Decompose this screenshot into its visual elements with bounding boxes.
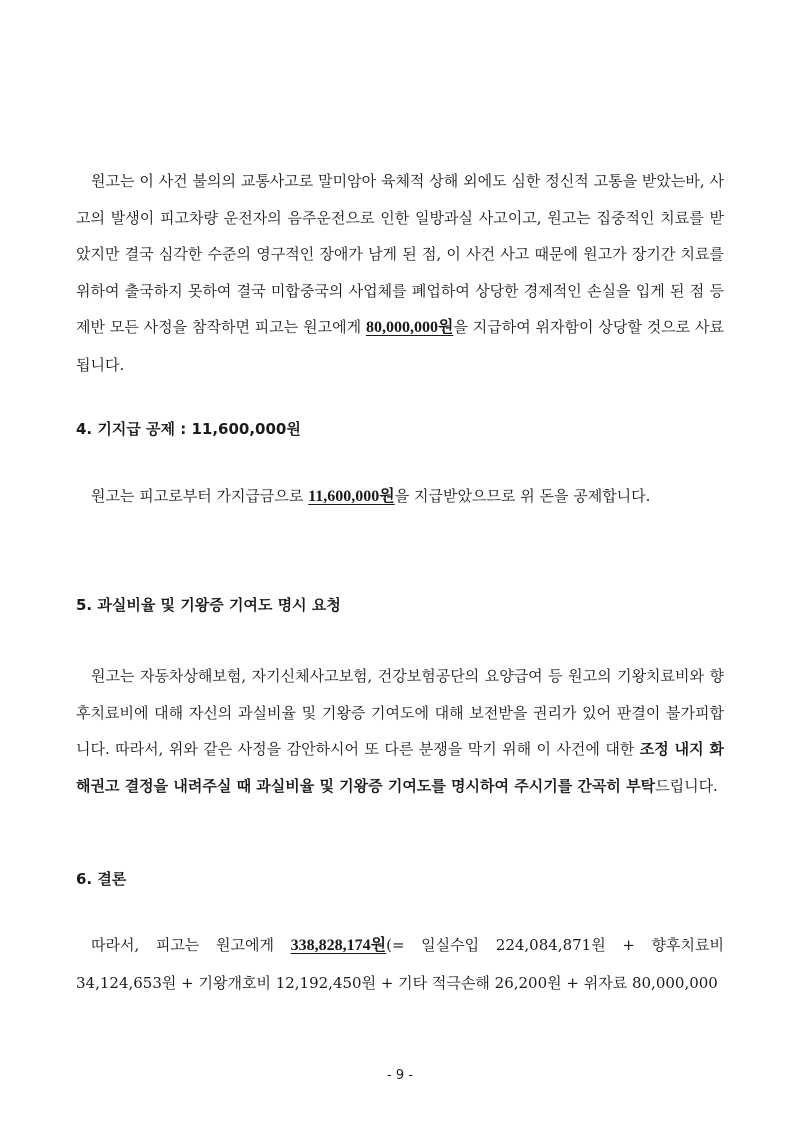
total-amount: 338,828,174원 xyxy=(290,937,387,954)
page-number: - 9 - xyxy=(387,1068,413,1083)
bold-request-text: 조정 내지 화해권고 결정을 내려주실 때 과실비율 및 기왕증 기여도를 명시하여 주시기를 간곡히 부탁 xyxy=(76,740,724,795)
section-heading-6: 6. 결론 xyxy=(76,870,127,888)
paragraph-text: 원고는 자동차상해보험, 자기신체사고보험, 건강보험공단의 요양급여 등 원고의 기왕치료비와 향후치료비에 대해 자신의 과실비율 및 기왕증 기여도에 대해 보전받을 권리가 있어 판결이 불가피합니다. 따라서, 위와 같은 사정을 감안하시어 또 다른 분쟁을 막기 위해 이 사건에 대한 xyxy=(76,667,724,758)
paragraph-text: 을 지급하여 위자함이 상당할 것으로 사료됩니다. xyxy=(76,318,724,374)
consolation-amount: 80,000,000원 xyxy=(365,319,454,336)
paragraph-prepayment-deduction xyxy=(76,478,724,516)
paragraph-fault-ratio-request xyxy=(76,658,724,804)
paragraph-text: 드립니다. xyxy=(655,776,718,795)
paragraph-conclusion xyxy=(76,927,724,1001)
paragraph-text: 원고는 이 사건 불의의 교통사고로 말미암아 육체적 상해 외에도 심한 정신적 고통을 받았는바, 사고의 발생이 피고차량 운전자의 음주운전으로 인한 일방과실 사고이고, 원고는 집중적인 치료를 받았지만 결국 심각한 수준의 영구적인 장애가 남게 된 점, 이 사건 사고 때문에 원고가 장기간 치료를 위하여 출국하지 못하여 결국 미합중국의 사업체를 폐업하여 상당한 경제적인 손실을 입게 된 점 등 제반 모든 사정을 참작하면 피고는 원고에게 xyxy=(76,172,724,336)
section-heading-5: 5. 과실비율 및 기왕증 기여도 명시 요청 xyxy=(76,596,341,614)
paragraph-text: 을 지급받았으므로 위 돈을 공제합니다. xyxy=(394,487,651,505)
prepayment-amount: 11,600,000원 xyxy=(308,488,395,505)
paragraph-text: 따라서, 피고는 원고에게 xyxy=(91,936,291,954)
section-heading-4: 4. 기지급 공제 : 11,600,000원 xyxy=(76,420,301,438)
paragraph-text: (= 일실수입 224,084,871원 + 향후치료비 34,124,653원 + 기왕개호비 12,192,450원 + 기타 적극손해 26,200원 + 위자료 80,000,000 xyxy=(76,936,725,992)
paragraph-consolation-money xyxy=(76,163,724,383)
paragraph-text: 원고는 피고로부터 가지급금으로 xyxy=(91,487,309,505)
